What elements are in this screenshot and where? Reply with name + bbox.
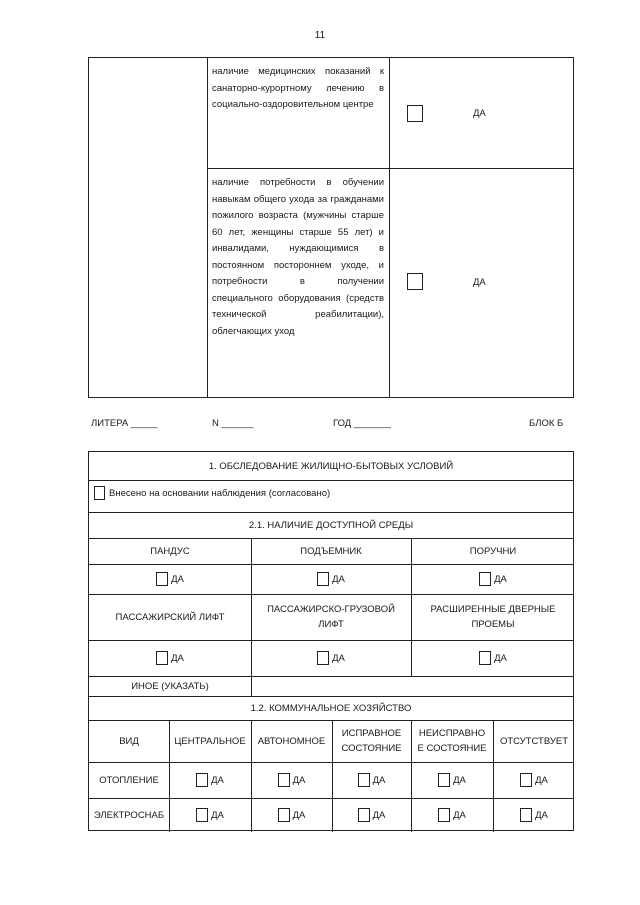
column-divider (207, 58, 208, 397)
criterion-medical-indications: наличие медицинских показаний к санаторно-курортному лечению в социально-оздоровительном центре (212, 66, 384, 110)
other-label: ИНОЕ (УКАЗАТЬ) (131, 680, 209, 692)
col-faulty: НЕИСПРАВНО Е СОСТОЯНИЕ (417, 728, 487, 754)
handrails-label: ПОРУЧНИ (469, 545, 517, 557)
col-working: ИСПРАВНОЕ СОСТОЯНИЕ (341, 728, 402, 754)
row-divider (207, 168, 573, 169)
litera-field: ЛИТЕРА _____ (91, 418, 158, 429)
year-field: ГОД _______ (333, 418, 391, 429)
lift-platform-label: ПОДЪЕМНИК (300, 545, 362, 557)
ramp-label: ПАНДУС (150, 545, 190, 557)
handrails-yes[interactable]: ДА (411, 564, 575, 594)
col-absent: ОТСУТСТВУЕТ (499, 735, 569, 747)
heating-absent-yes[interactable]: ДА (493, 762, 575, 798)
observation-label: Внесено на основании наблюдения (согласовано) (109, 487, 331, 499)
row-electricity: ЭЛЕКТРОСНАБ (93, 809, 165, 821)
passenger-elevator-yes[interactable]: ДА (89, 640, 251, 676)
eligibility-table (88, 57, 574, 398)
electricity-autonomous-yes[interactable]: ДА (251, 798, 332, 832)
electricity-absent-yes[interactable]: ДА (493, 798, 575, 832)
section-1-2-title: 1.2. КОММУНАЛЬНОЕ ХОЗЯЙСТВО (250, 702, 412, 714)
wide-doors-label: РАСШИРЕННЫЕ ДВЕРНЫЕ ПРОЕМЫ (430, 604, 556, 630)
heating-faulty-yes[interactable]: ДА (411, 762, 493, 798)
observation-checkbox[interactable] (94, 486, 105, 500)
col-central: ЦЕНТРАЛЬНОЕ (174, 735, 246, 747)
column-divider (389, 58, 390, 397)
electricity-faulty-yes[interactable]: ДА (411, 798, 493, 832)
col-autonomous: АВТОНОМНОЕ (257, 735, 326, 747)
ramp-yes[interactable]: ДА (89, 564, 251, 594)
other-input[interactable] (252, 677, 574, 696)
cargo-elevator-label: ПАССАЖИРСКО-ГРУЗОВОЙ ЛИФТ (267, 604, 395, 630)
criterion-care-training: наличие потребности в обучении навыкам общего ухода за гражданами пожилого возраста (мужчины старше 60 лет, женщины старше 55 лет) и инвалидами, нуждающимися в постоянном постороннем уходе, и потребности в получении специального оборудования (средств технической реабилитации), облегчающих уход (212, 177, 384, 337)
number-field: N ______ (212, 418, 254, 429)
heating-autonomous-yes[interactable]: ДА (251, 762, 332, 798)
col-type: ВИД (119, 735, 139, 747)
checkbox-care-training[interactable] (407, 273, 423, 290)
row-heating: ОТОПЛЕНИЕ (99, 774, 159, 786)
heating-working-yes[interactable]: ДА (332, 762, 411, 798)
cargo-elevator-yes[interactable]: ДА (251, 640, 411, 676)
answer-yes-label: ДА (473, 277, 486, 288)
heating-central-yes[interactable]: ДА (169, 762, 251, 798)
housing-survey-table (88, 451, 574, 831)
section-2-1-title: 2.1. НАЛИЧИЕ ДОСТУПНОЙ СРЕДЫ (248, 519, 414, 531)
passenger-elevator-label: ПАССАЖИРСКИЙ ЛИФТ (115, 611, 225, 623)
observation-row (94, 486, 330, 500)
page-number: 11 (314, 30, 326, 41)
lift-platform-yes[interactable]: ДА (251, 564, 411, 594)
block-label: БЛОК Б (529, 418, 564, 429)
answer-yes-label: ДА (473, 108, 486, 119)
section-1-title: 1. ОБСЛЕДОВАНИЕ ЖИЛИЩНО-БЫТОВЫХ УСЛОВИЙ (208, 460, 454, 472)
checkbox-medical-indications[interactable] (407, 105, 423, 122)
wide-doors-yes[interactable]: ДА (411, 640, 575, 676)
electricity-central-yes[interactable]: ДА (169, 798, 251, 832)
electricity-working-yes[interactable]: ДА (332, 798, 411, 832)
